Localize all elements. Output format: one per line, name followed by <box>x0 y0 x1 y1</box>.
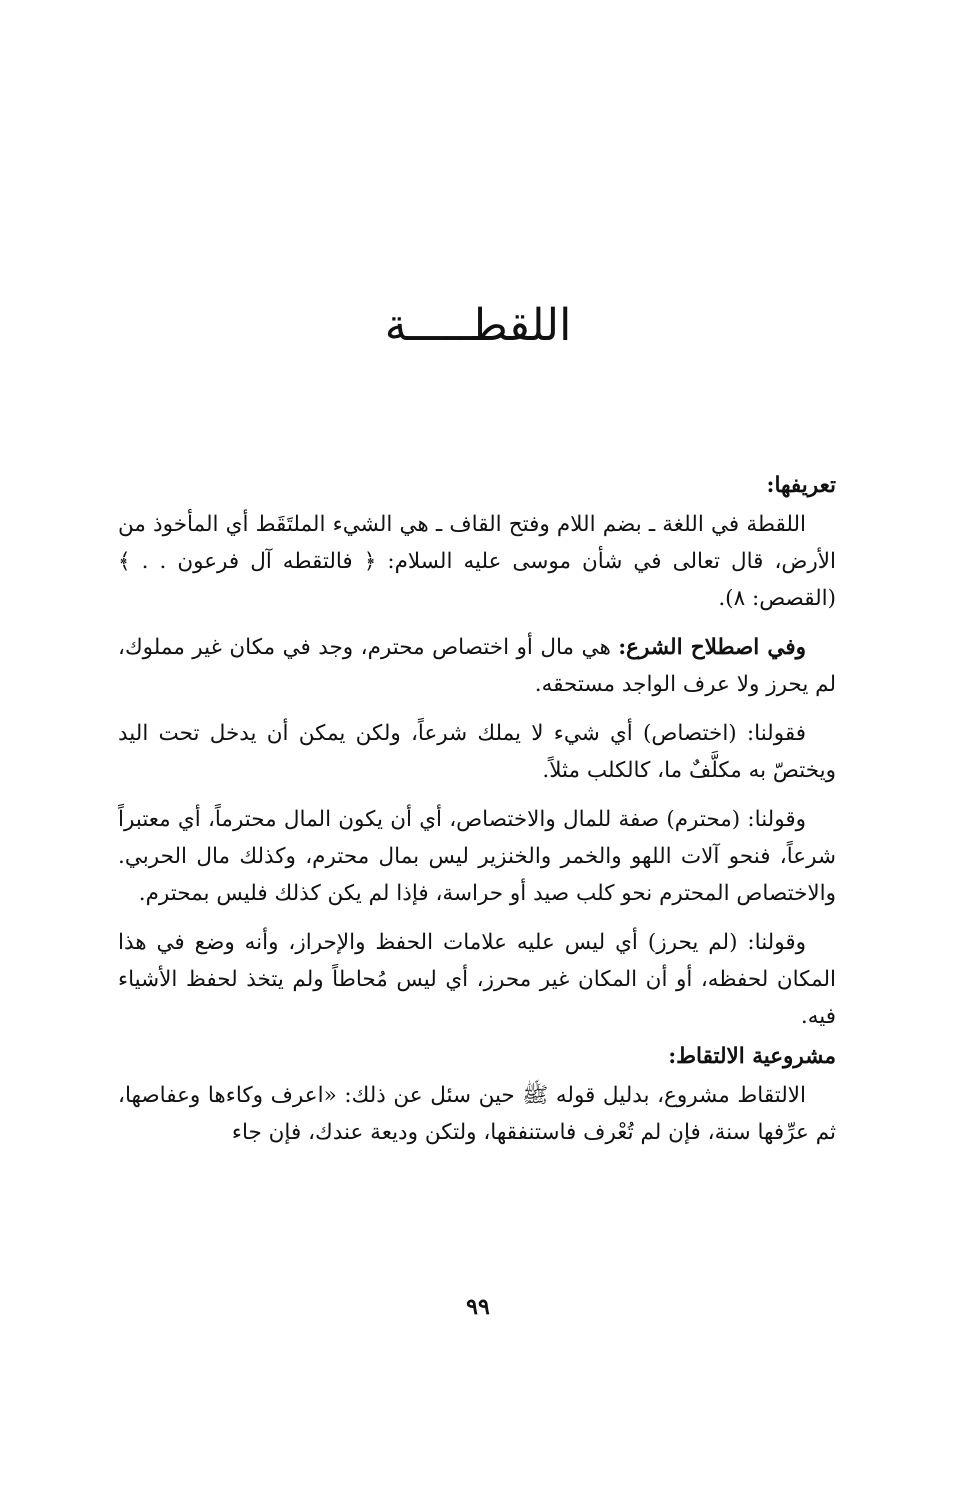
page-number: ٩٩ <box>466 1294 490 1320</box>
paragraph-text: اللقطة في اللغة ـ بضم اللام وفتح القاف ـ هي الشيء الملتَقَط أي المأخوذ من الأرض، قال تعالى في شأن موسى عليه السلام: ﴿ فالتقطه آل فرعون . . ﴾ (القصص: ٨). <box>118 512 836 611</box>
paragraph-text: فقولنا: (اختصاص) أي شيء لا يملك شرعاً، ولكن يمكن أن يدخل تحت اليد ويختصّ به مكلَّفٌ ما، كالكلب مثلاً. <box>118 721 836 783</box>
paragraph-text: وقولنا: (لم يحرز) أي ليس عليه علامات الحفظ والإحراز، وأنه وضع في هذا المكان لحفظه، أو أن المكان غير محرز، أي ليس مُحاطاً ولم يتخذ لحفظ الأشياء فيه. <box>118 930 836 1029</box>
paragraph-text: الالتقاط مشروع، بدليل قوله ﷺ حين سئل عن ذلك: «اعرف وكاءها وعفاصها، ثم عرِّفها سنة، فإن لم تُعْرف فاستنفقها، ولتكن وديعة عندك، فإن جاء <box>118 1083 836 1145</box>
legitimacy-heading: مشروعية الالتقاط: <box>668 1044 836 1069</box>
chapter-title: اللقطـــــة <box>384 300 572 351</box>
definition-heading: تعريفها: <box>766 473 836 498</box>
paragraph-muhtaram <box>118 801 836 912</box>
paragraph-ikhtisas <box>118 715 836 789</box>
page-body <box>118 466 836 1163</box>
paragraph-lam-yuhraz <box>118 924 836 1035</box>
paragraph-legal-definition <box>118 629 836 703</box>
paragraph-text: وقولنا: (محترم) صفة للمال والاختصاص، أي أن يكون المال محترماً، أي معتبراً شرعاً، فنحو آلات اللهو والخمر والخنزير ليس بمال محترم، وكذلك مال الحربي. والاختصاص المحترم نحو كلب صيد أو حراسة، فإذا لم يكن كذلك فليس بمحترم. <box>118 807 836 906</box>
paragraph-text: هي مال أو اختصاص محترم، وجد في مكان غير مملوك، لم يحرز ولا عرف الواجد مستحقه. <box>118 635 836 697</box>
paragraph-linguistic-definition <box>118 506 836 617</box>
paragraph-legitimacy <box>118 1077 836 1151</box>
paragraph-lead: وفي اصطلاح الشرع: <box>618 635 806 660</box>
